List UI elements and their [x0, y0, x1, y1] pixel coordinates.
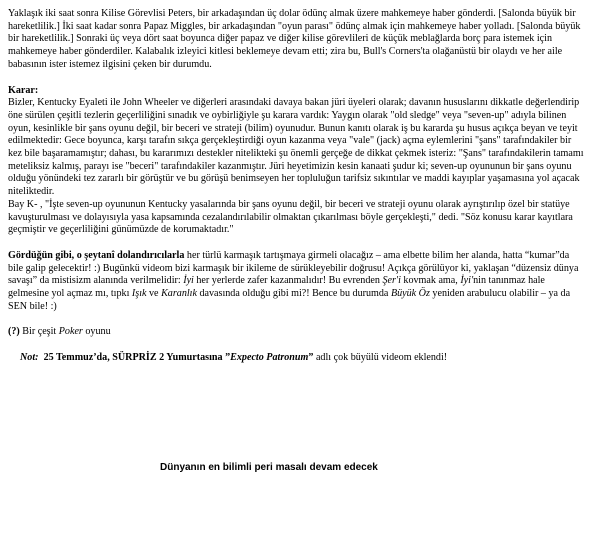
closing-text: davasında olduğu gibi mi?! Bence bu durumda	[196, 288, 391, 300]
video-title: Expecto Patronum	[230, 352, 309, 364]
word-iyi: İyi	[183, 275, 194, 287]
footnote-text: Bir çeşit	[19, 326, 59, 338]
closing-text: kovmak ama,	[400, 275, 461, 287]
word-isik: Işık	[131, 288, 147, 300]
note-text: adlı çok büyülü videom eklendi!	[313, 352, 448, 364]
footnote-mark: (?)	[8, 326, 20, 338]
closing-text: her yerlerde zafer kazanmalıdır! Bu evrenden	[193, 275, 383, 287]
spacer	[8, 313, 586, 326]
spacer	[8, 237, 586, 250]
note-bold-text: ”	[308, 352, 314, 364]
article-body	[8, 8, 586, 365]
word-ser: Şer'i	[382, 275, 401, 287]
verdict-paragraph: Bizler, Kentucky Eyaleti ile John Wheeler ve diğerleri arasındaki davaya bakan jüri üyeleri olarak; davanın hususlarını dikkatle değerlendirip öne sürülen çeşitli tezlerin geçerliliğini sınadık ve oybirliğiyle şu karara vardık: Yaygın olarak "old sledge" veya "seven-up" adıyla bilinen oyun, kesinlikle bir şans oyunu değil, bir beceri ve strateji (bilim) oyunudur. Bunun kanıtı olarak iş bu kararda şu husus açıkça beyan ve teyit edilmektedir: Gece boyunca, karşı tarafın sıkça gerçekleştirdiği oyun kazanma veya "vale" (jack) açma eylemlerini "şans" tarafındakiler bir kez bile başaramamıştır; dahası, bu kararımızı destekler nitelikteki şu önemli gerçeğe de dikkat çekmek isteriz: "Şans" tarafındakilerin tamamı meteliksiz kalmış, parayı ise "beceri" tarafındakiler kazanmıştır. Jüri heyetimizin kesin kanaati şudur ki; seven-up oyununun bir şans oyunu olduğu yönündeki tez zararlı bir görüştür ve bu görüşü benimseyen her topluluğun tarifsiz sıkıntılar ve maddi kayıplar yaşamasına yol açacak niteliktedir.	[8, 97, 584, 198]
closing-paragraph	[8, 250, 586, 314]
word-poker: Poker	[58, 326, 83, 338]
note-label: Not:	[20, 352, 39, 364]
spacer	[8, 72, 586, 85]
verdict-heading: Karar:	[8, 84, 39, 96]
word-karanlik: Karanlık	[161, 288, 197, 300]
footnote-text: oyunu	[82, 326, 111, 338]
closing-lead: Gördüğün gibi, o şeytanî dolandırıcılarla	[8, 249, 185, 261]
word-buyuk-oz: Büyük Öz	[390, 288, 430, 300]
continuation-footer: Dünyanın en bilimli peri masalı devam edecek	[160, 462, 378, 473]
closing-text: yeniden arabulucu olabilir – ya da SEN bile! :)	[8, 288, 571, 312]
word-iyi: İyi'	[460, 275, 474, 287]
closing-text: nin tanınmaz hale gelmesine yol açmaz mı, tıpkı	[8, 275, 545, 300]
quote-paragraph: Bay K- , "İşte seven-up oyununun Kentucky yasalarında bir şans oyunu değil, bir beceri ve strateji oyunu olarak ayrıştırılıp özel bir statüye kavuşturulması ve dolayısıyla yasa kapsamında cezalandırılabilir olmaktan çıkarılması böyle gerçekleşti," dedi. "Söz konusu karar kayıtlara geçmiştir ve geçerliliğini günümüzde de korumaktadır."	[8, 198, 573, 236]
spacer	[8, 339, 586, 352]
update-note	[20, 352, 586, 365]
note-bold-text: 25 Temmuz’da, SÜRPRİZ 2 Yumurtasına ”	[43, 352, 231, 364]
footnote	[8, 326, 586, 339]
closing-text: ve	[146, 288, 162, 300]
closing-text: her türlü karmaşık tartışmaya girmeli olacağız – ama elbette bilim her alanda, hatta “kumar”da bile galip gelecektir! :) Bugünkü videom bizi karmaşık bir ikileme de sürükleyebilir doğrusu! Açıkça görülüyor ki, yaklaşan “düzensiz dünya savaşı” da mistisizm alanında verilmelidir:	[8, 249, 579, 287]
intro-paragraph: Yaklaşık iki saat sonra Kilise Görevlisi Peters, bir arkadaşından üç dolar ödünç almak üzere mahkemeye haber gönderdi. [Salonda büyük bir hareketlilik.] İki saat kadar sonra Papaz Miggles, bir arkadaşından "oyun parası" ödünç almak için mahkemeye haber yolladı. [Salonda büyük bir hareketlilik.] Sonraki üç veya dört saat boyunca diğer papaz ve diğer kilise görevlileri de küçük meblağlarda borç para istemek için mahkemeye haber gönderdiler. Kalabalık izleyici kitlesi beklemeye devam etti; zira bu, Bull's Corners'ta olağanüstü bir olaydı ve her aile babasının ister istemez ilgisini çeken bir durumdu.	[8, 8, 581, 70]
